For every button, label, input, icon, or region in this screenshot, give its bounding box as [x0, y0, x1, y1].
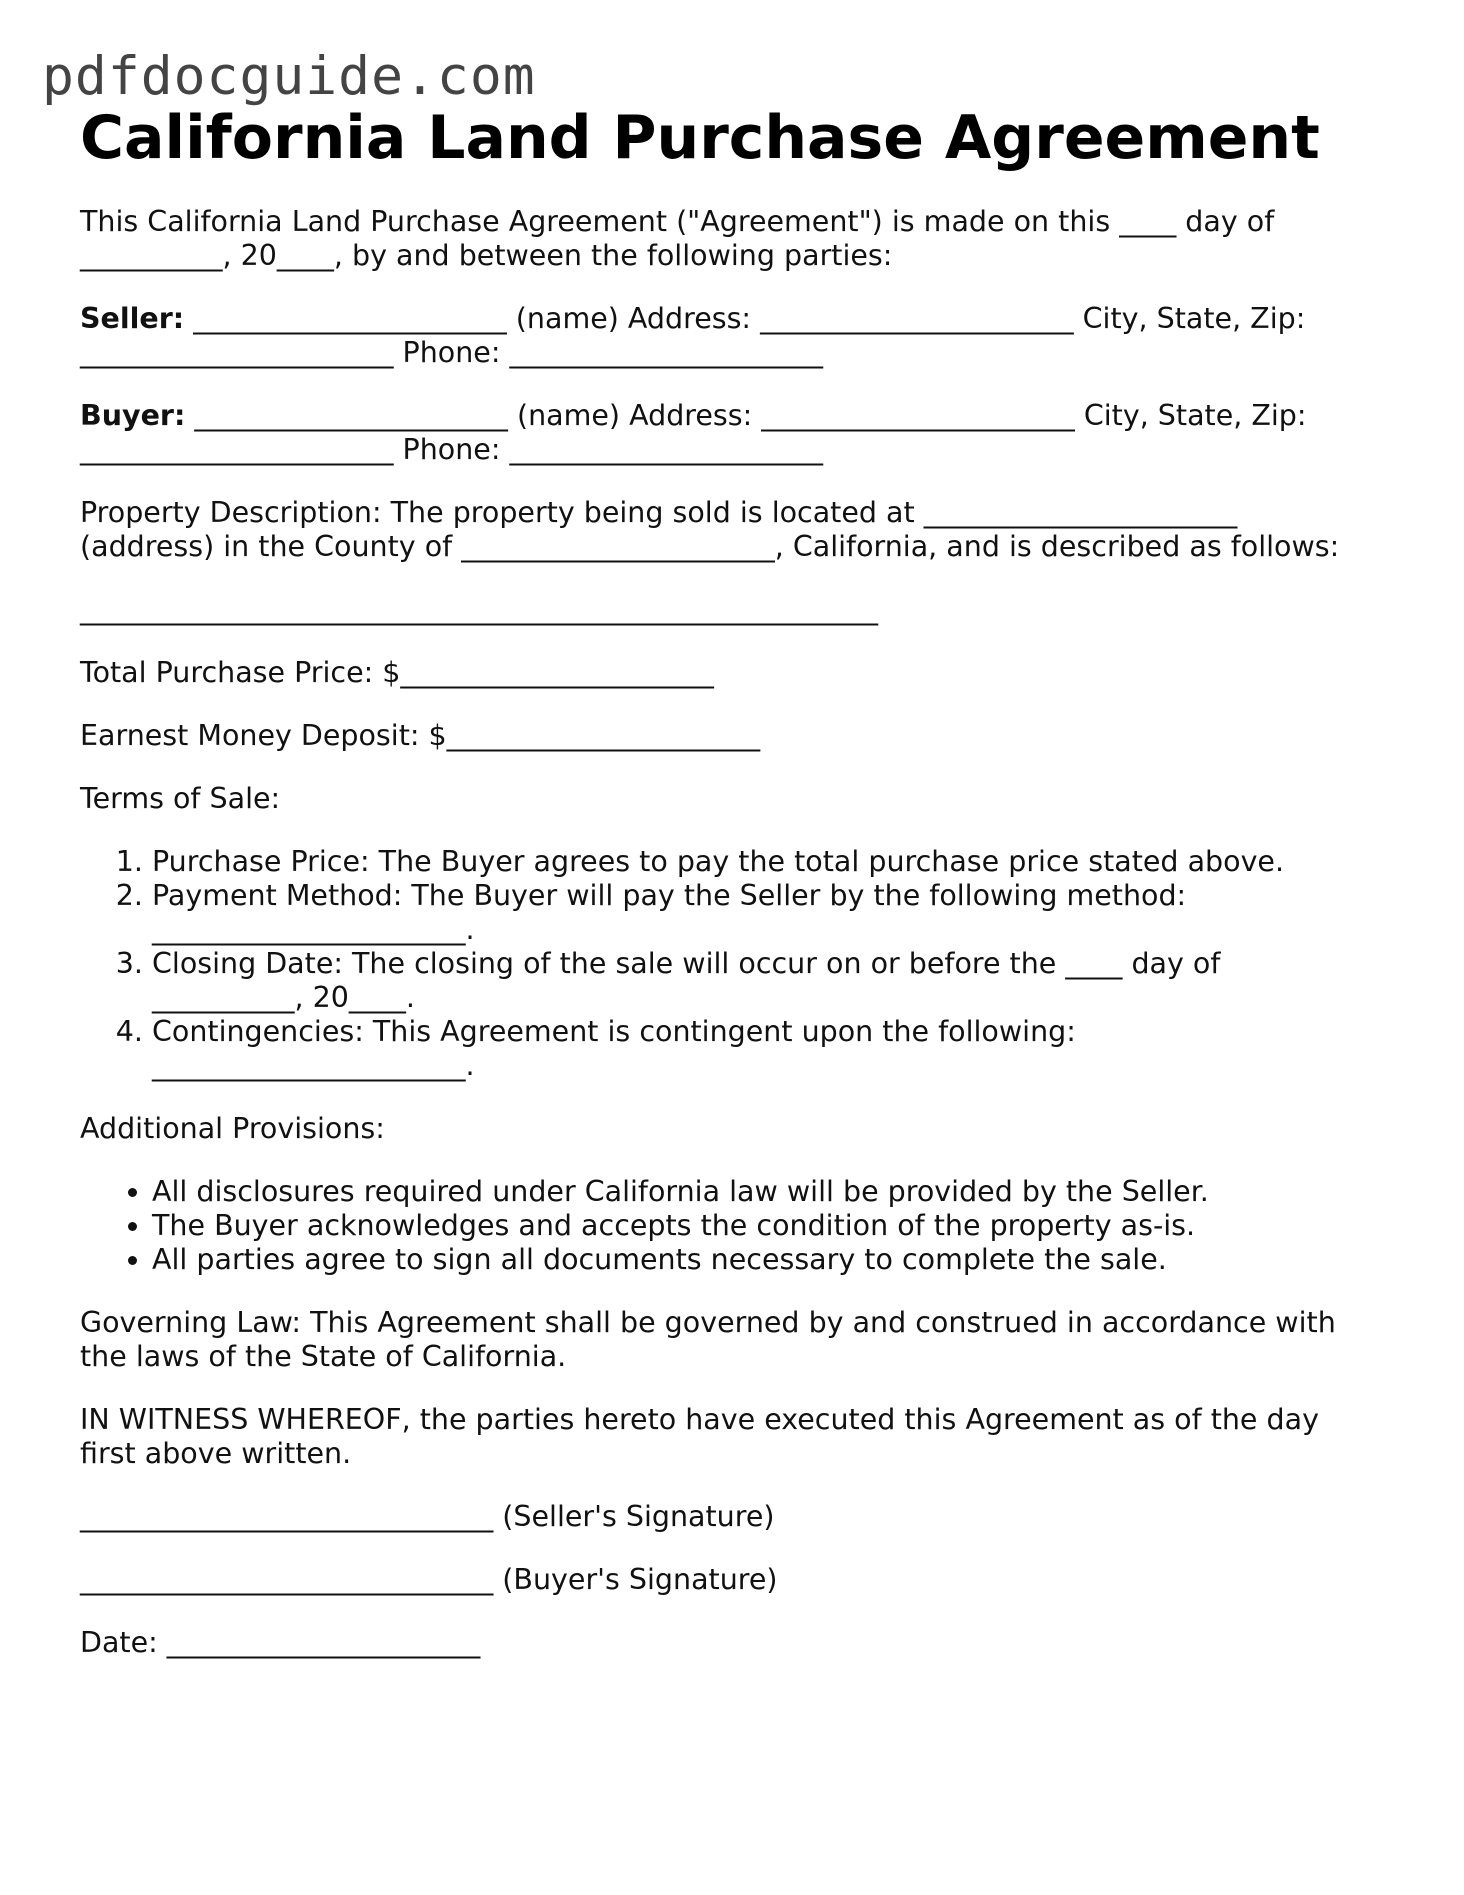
- list-item: 1. Purchase Price: The Buyer agrees to pay the total purchase price stated above.: [152, 845, 1380, 879]
- document-body: [80, 205, 1380, 1660]
- buyer-fields: ______________________ (name) Address: ______________________ City, State, Zip: ______________________ Phone: ______________________: [80, 399, 1307, 466]
- watermark-text: pdfdocguide.com: [42, 46, 536, 107]
- seller-fields: ______________________ (name) Address: ______________________ City, State, Zip: ______________________ Phone: ______________________: [80, 302, 1306, 369]
- terms-list: [80, 845, 1380, 1083]
- date-line: Date: ______________________: [80, 1626, 481, 1659]
- witness-clause: IN WITNESS WHEREOF, the parties hereto have executed this Agreement as of the day first above written.: [80, 1403, 1319, 1470]
- seller-section: [80, 302, 1380, 370]
- buyer-section: [80, 399, 1380, 467]
- buyer-label: Buyer:: [80, 399, 186, 432]
- list-item: 4. Contingencies: This Agreement is contingent upon the following: ______________________.: [152, 1015, 1380, 1083]
- list-item: • The Buyer acknowledges and accepts the condition of the property as-is.: [152, 1209, 1380, 1243]
- list-item: • All disclosures required under California law will be provided by the Seller.: [152, 1175, 1380, 1209]
- seller-label: Seller:: [80, 302, 185, 335]
- seller-signature-line: _____________________________ (Seller's Signature): [80, 1500, 775, 1533]
- intro-paragraph: This California Land Purchase Agreement ("Agreement") is made on this ____ day of __________, 20____, by and between the following parties:: [80, 205, 1275, 272]
- document: [80, 100, 1380, 1660]
- buyer-signature-line: _____________________________ (Buyer's Signature): [80, 1563, 778, 1596]
- additional-provisions-heading: Additional Provisions:: [80, 1112, 385, 1145]
- terms-heading: Terms of Sale:: [80, 782, 281, 815]
- list-item: 2. Payment Method: The Buyer will pay the Seller by the following method: ______________________.: [152, 879, 1380, 947]
- earnest-money-deposit: Earnest Money Deposit: $______________________: [80, 719, 761, 752]
- property-description-blank: ________________________________________________________: [80, 593, 878, 626]
- list-item: 3. Closing Date: The closing of the sale will occur on or before the ____ day of __________, 20____.: [152, 947, 1380, 1015]
- provisions-list: [80, 1175, 1380, 1277]
- governing-law: Governing Law: This Agreement shall be governed by and construed in accordance with the laws of the State of California.: [80, 1306, 1336, 1373]
- list-item: • All parties agree to sign all documents necessary to complete the sale.: [152, 1243, 1380, 1277]
- total-purchase-price: Total Purchase Price: $______________________: [80, 656, 714, 689]
- page-title: California Land Purchase Agreement: [80, 103, 1320, 173]
- property-description: Property Description: The property being sold is located at ______________________ (address) in the County of ______________________, California, and is described as follows:: [80, 496, 1340, 563]
